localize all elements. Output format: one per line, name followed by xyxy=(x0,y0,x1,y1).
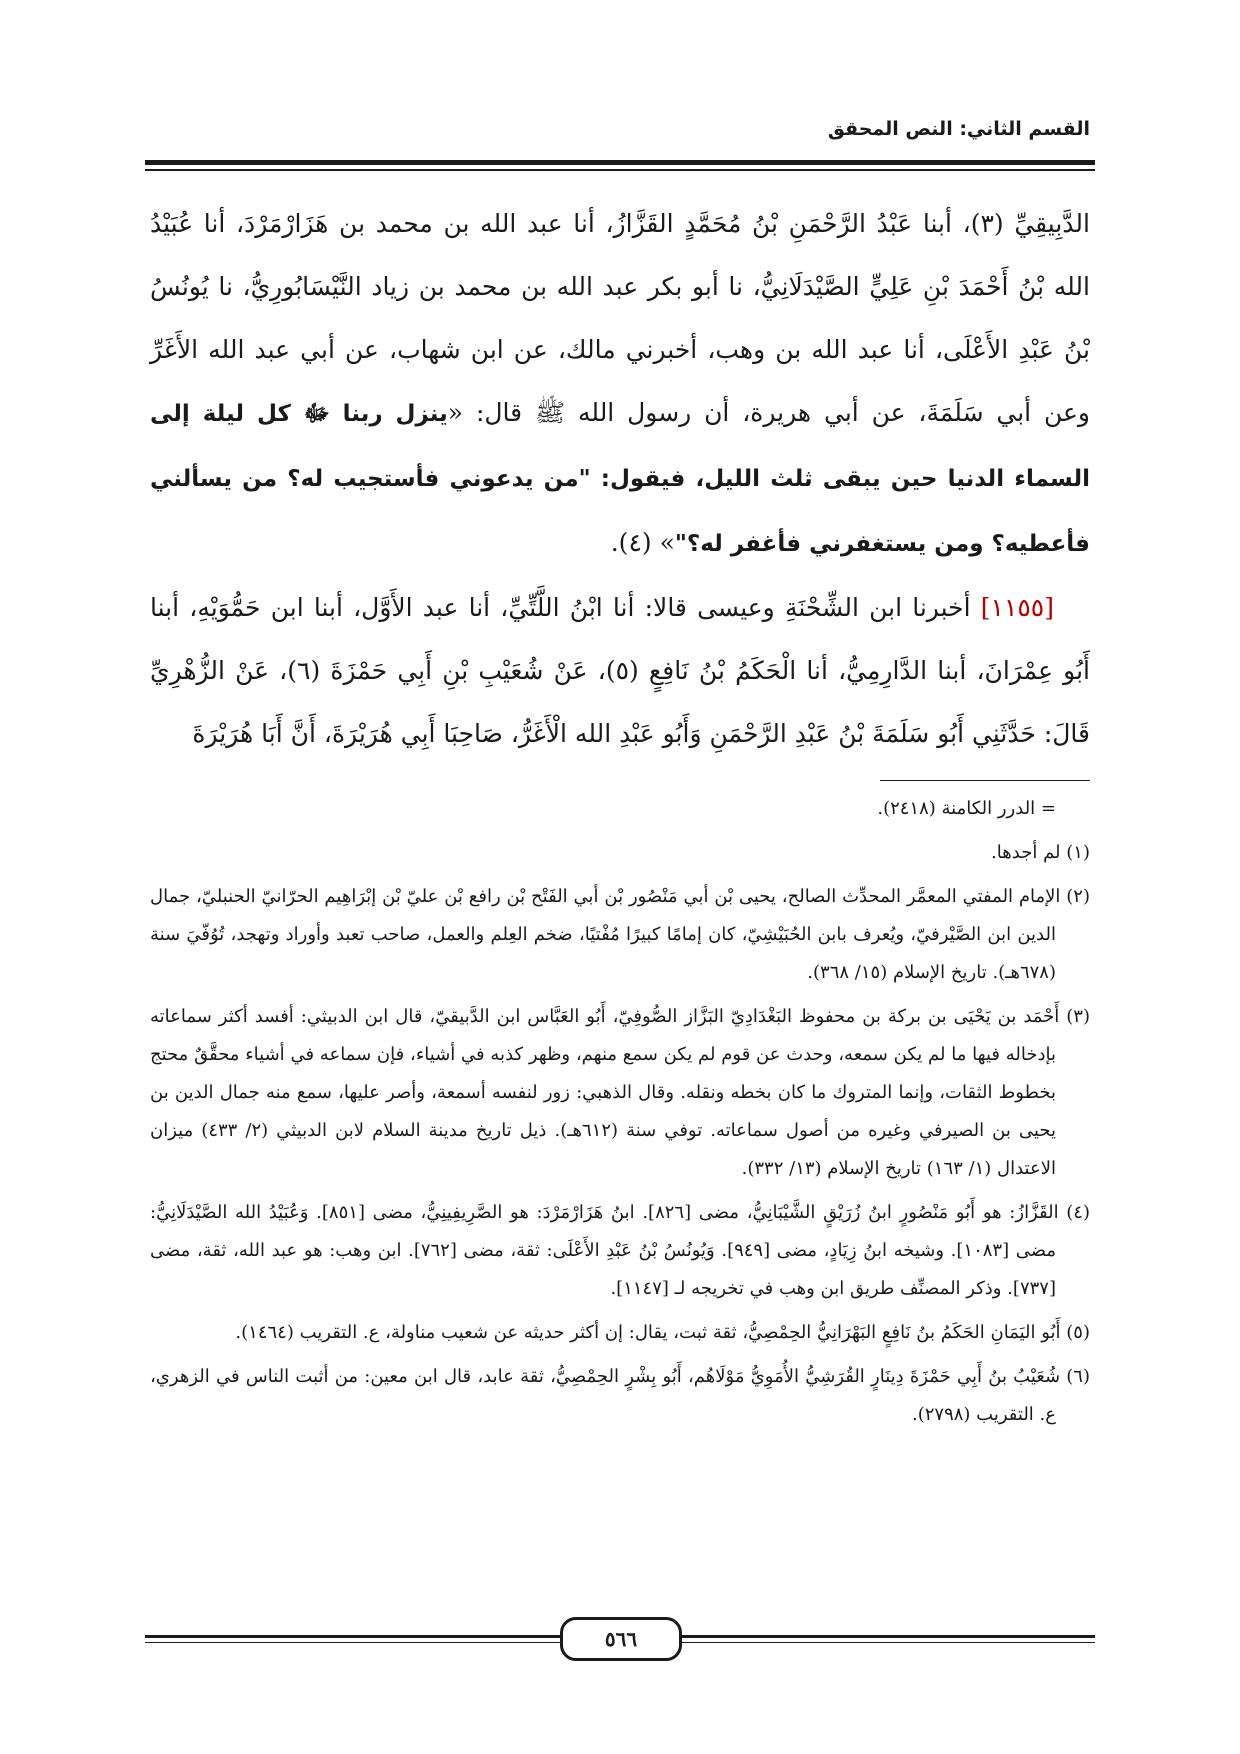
footnotes xyxy=(150,790,1090,1440)
footnote-5: (٥) أَبُو اليَمَانِ الحَكَمُ بنُ نَافِعٍ البَهْرَانِيُّ الحِمْصِيُّ، ثقة ثبت، يقال: إن أكثر حديثه عن شعيب مناولة، ع. التقريب (١٤٦٤). xyxy=(235,1322,1090,1343)
paragraph-1 xyxy=(150,192,1090,576)
footnote-1: (١) لم أجدها. xyxy=(991,842,1090,863)
footnote-3: (٣) أَحْمَد بن يَحْيَى بن بركة بن محفوظ البَغْدَادِيّ البَزَّاز الصُّوفِيّ، أَبُو العَبَّاس ابن الدَّبيقيّ، قال ابن الدبيثي: أفسد أكثر سماعاته بإدخاله فيها ما لم يكن سمعه، وحدث عن قوم لم يكن سمع منهم، وظهر كذبه في أشياء، فإن سماعه في أشياء محقَّقٌ محتج بخطوط الثقات، وإنما المتروك ما كان بخطه ونقله. وقال الذهبي: زور لنفسه أسمعة، وأصر عليها، سمع منه جمال الدين بن يحيى بن الصيرفي وغيره من أصول سماعاته. توفي سنة (٦١٢هـ). ذيل تاريخ مدينة السلام لابن الدبيثي (٢/ ٤٣٣) ميزان الاعتدال (١/ ١٦٣) تاريخ الإسلام (١٣/ ٣٣٢). xyxy=(150,1006,1090,1179)
hadith-quote: ينزل ربنا ﷻ كل ليلة إلى السماء الدنيا حين يبقى ثلث الليل، فيقول: "من يدعوني فأستجيب له؟ من يسألني فأعطيه؟ ومن يستغفرني فأغفر له؟" xyxy=(150,401,1090,557)
footnote-continuation: = الدرر الكامنة (٢٤١٨). xyxy=(877,798,1056,819)
header-rule-thin xyxy=(145,169,1095,171)
page-number: ٥٦٦ xyxy=(560,1617,682,1661)
footnote-2: (٢) الإمام المفتي المعمَّر المحدِّث الصالح، يحيى بْن أبي مَنْصُور بْن أبي الفَتْح بْن رافع بْن عليّ بْن إبْرَاهِيم الحرّانيّ الحنبليّ، جمال الدين ابن الصَّيْرفيّ، ويُعرف بابن الحُبَيْشِيّ، كان إمامًا كبيرًا مُفْتيًا، ضخم العِلم والعمل، صاحب تعبد وأوراد وتهجد، تُوُفّيَ سنة (٦٧٨هـ). تاريخ الإسلام (١٥/ ٣٦٨). xyxy=(150,886,1090,983)
footnote-separator xyxy=(880,780,1090,781)
header-rule-thick xyxy=(145,160,1095,165)
paragraph-2-text: أخبرنا ابن الشِّحْنَةِ وعيسى قالا: أنا ابْنُ اللَّتِّيِّ، أنا عبد الأَوَّل، أبنا ابن حَمُّوَيْهِ، أبنا أَبُو عِمْرَانَ، أبنا الدَّارِمِيُّ، أنا الْحَكَمُ بْنُ نَافِعٍ (٥)، عَنْ شُعَيْبِ بْنِ أَبِي حَمْزَةَ (٦)، عَنْ الزُّهْرِيِّ قَالَ: حَدَّثَنِي أَبُو سَلَمَةَ بْنُ عَبْدِ الرَّحْمَنِ وَأَبُو عَبْدِ الله الْأَغَرُّ، صَاحِبَا أَبِي هُرَيْرَةَ، أَنَّ أَبَا هُرَيْرَةَ xyxy=(150,593,1090,748)
footnote-6: (٦) شُعَيْبُ بنُ أَبِي حَمْزَةَ دِينَارٍ القُرَشِيُّ الأُمَوِيُّ مَوْلَاهُم، أَبُو بِشْرٍ الحِمْصِيُّ، ثقة عابد، قال ابن معين: من أثبت الناس في الزهري، ع. التقريب (٢٧٩٨). xyxy=(150,1366,1090,1425)
footnote-4: (٤) القَزَّازُ: هو أَبُو مَنْصُورٍ ابنُ زُرَيْقٍ الشَّيْبَانِيُّ، مضى [٨٢٦]. ابنُ هَزَارْمَرْدَ: هو الصَّرِيفِينِيُّ، مضى [٨٥١]. وَعُبَيْدُ الله الصَّيْدَلَانِيُّ: مضى [١٠٨٣]. وشيخه ابنُ زِيَادٍ، مضى [٩٤٩]. وَيُونُسُ بْنُ عَبْدِ الأَعْلَى: ثقة، مضى [٧٦٢]. ابن وهب: هو عبد الله، ثقة، مضى [٧٣٧]. وذكر المصنِّف طريق ابن وهب في تخريجه لـ [١١٤٧]. xyxy=(150,1202,1090,1299)
running-header: القسم الثاني: النص المحقق xyxy=(827,118,1090,140)
paragraph-1-text-a: الدَّبِيقِيِّ (٣)، أبنا عَبْدُ الرَّحْمَنِ بْنُ مُحَمَّدٍ القَزَّازُ، أنا عبد الله بن محمد بن هَزَارْمَرْدَ، أنا عُبَيْدُ الله بْنُ أَحْمَدَ بْنِ عَلِيٍّ الصَّيْدَلَانِيُّ، نا أبو بكر عبد الله بن محمد بن زياد النَّيْسَابُورِيُّ، نا يُونُسُ بْنُ عَبْدِ الأَعْلَى، أنا عبد الله بن وهب، أخبرني مالك، عن ابن شهاب، عن أبي عبد الله الأَغَرِّ وعن أبي سَلَمَةَ، عن أبي هريرة، أن رسول الله ﷺ قال: « xyxy=(150,209,1090,427)
main-text xyxy=(150,192,1090,765)
hadith-number: [١١٥٥] xyxy=(980,593,1054,622)
paragraph-2 xyxy=(150,576,1090,765)
paragraph-1-text-b: » (٤). xyxy=(610,528,675,557)
